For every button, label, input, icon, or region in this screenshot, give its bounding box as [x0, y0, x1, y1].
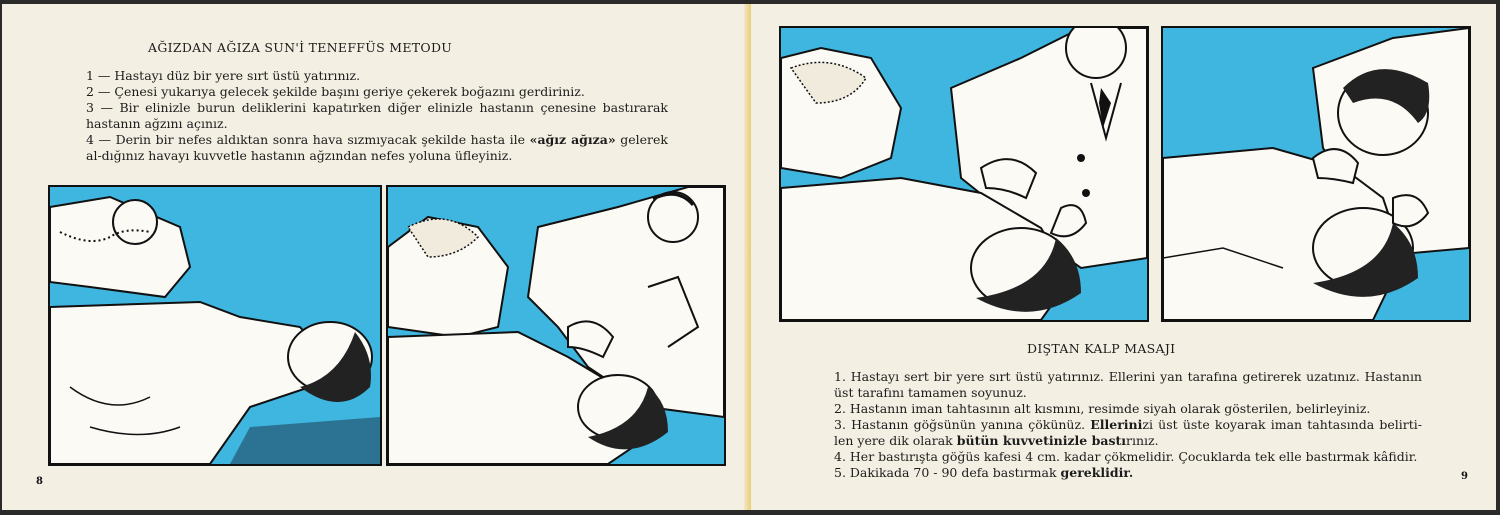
right-step-5-bold: gereklidir.	[1060, 465, 1134, 480]
mouth-to-mouth-illustration	[1163, 28, 1469, 320]
right-step-3-text-c: rınız.	[1126, 433, 1159, 448]
left-step-4-bold: «ağız ağıza»	[529, 132, 616, 147]
right-step-5	[834, 465, 1422, 481]
left-step-4-text-b: gelerek al-dığınız havayı kuvvetle hastanın ağzından nefes yoluna üfleyiniz.	[86, 132, 669, 163]
left-step-3: 3 — Bir elinizle burun deliklerini kapatırken diğer elinizle hastanın çenesine bastırarak hastanın ağzını açınız.	[86, 100, 668, 131]
right-step-3-bold-a: Ellerini	[1090, 417, 1143, 432]
head-tilt-illustration	[388, 187, 724, 464]
illustration-panel-4	[1161, 26, 1471, 322]
illustration-panel-3	[779, 26, 1149, 322]
right-step-3-text-b: zi üst üste koyarak iman tahtasında belirti-len yere dik olarak	[834, 417, 1422, 448]
right-step-4: 4. Her bastırışta göğüs kafesi 4 cm. kadar çökmelidir. Çocuklarda tek elle bastırmak kâfidir.	[834, 449, 1418, 464]
left-step-4-text-a: 4 — Derin bir nefes aldıktan sonra hava sızmıyacak şekilde hasta ile	[86, 132, 530, 147]
right-step-3-text-a: 3. Hastanın göğsünün yanına çökünüz.	[834, 417, 1091, 432]
rescuer-lying-illustration	[50, 187, 380, 464]
right-step-1: 1. Hastayı sert bir yere sırt üstü yatırınız. Ellerini yan tarafına getirerek uzatınız. Hastanın üst tarafını tamamen soyunuz.	[834, 369, 1422, 400]
right-page-number: 9	[1461, 471, 1468, 482]
left-step-4	[86, 132, 668, 164]
nose-pinch-illustration	[781, 28, 1147, 320]
left-step-1: 1 — Hastayı düz bir yere sırt üstü yatırınız.	[86, 68, 361, 83]
left-page-title: AĞIZDAN AĞIZA SUN'İ TENEFFÜS METODU	[148, 40, 453, 55]
left-page	[2, 4, 751, 510]
right-step-5-text: 5. Dakikada 70 - 90 defa bastırmak	[834, 465, 1061, 480]
right-step-3-bold-b: bütün kuvvetinizle bastı	[956, 433, 1127, 448]
left-step-2: 2 — Çenesi yukarıya gelecek şekilde başını geriye çekerek boğazını gerdiriniz.	[86, 84, 585, 99]
left-page-number: 8	[36, 476, 43, 487]
right-page-title: DIŞTAN KALP MASAJI	[1027, 341, 1176, 356]
right-page	[751, 4, 1496, 510]
illustration-panel-2	[386, 185, 726, 466]
right-step-3	[834, 417, 1422, 449]
illustration-panel-1	[48, 185, 382, 466]
right-step-2: 2. Hastanın iman tahtasının alt kısmını, resimde siyah olarak gösterilen, belirleyiniz.	[834, 401, 1371, 416]
